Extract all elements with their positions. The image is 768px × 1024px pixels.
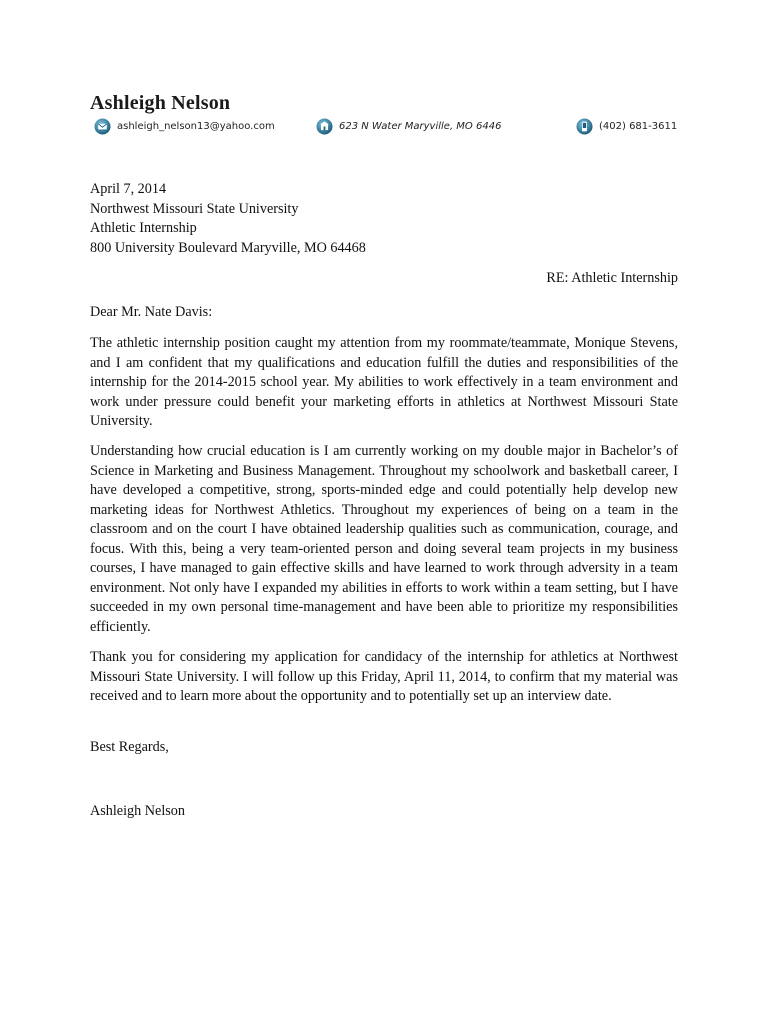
re-line: RE: Athletic Internship	[546, 270, 678, 286]
phone-icon	[576, 118, 593, 135]
salutation: Dear Mr. Nate Davis:	[90, 304, 213, 320]
sender-name-heading: Ashleigh Nelson	[90, 92, 231, 114]
letter-date: April 7, 2014	[90, 181, 167, 197]
signature-name: Ashleigh Nelson	[90, 803, 185, 819]
location-icon	[316, 118, 333, 135]
closing: Best Regards,	[90, 739, 169, 755]
recipient-address: 800 University Boulevard Maryville, MO 64468	[90, 239, 366, 256]
recipient-block	[90, 180, 678, 258]
contact-email	[94, 118, 275, 135]
email-icon	[94, 118, 111, 135]
recipient-department: Athletic Internship	[90, 220, 197, 236]
address-text: 623 N Water Maryville, MO 6446	[339, 121, 502, 132]
contact-info-row	[94, 118, 684, 140]
contact-phone	[576, 118, 677, 135]
contact-address	[316, 118, 501, 135]
body-paragraph-3: Thank you for considering my application for candidacy of the internship for athletics at Northwest Missouri State University. I will follow up this Friday, April 11, 2014, to confirm that my material was received and to learn more about the opportunity and to potentially set up an interview date.	[90, 649, 678, 704]
body-paragraph-1: The athletic internship position caught my attention from my roommate/teammate, Monique Stevens, and I am confident that my qualifications and education fulfill the duties and responsibilities of the internship for the 2014-2015 school year. My abilities to work effectively in a team environment and work under pressure could benefit your marketing efforts in athletics at Northwest Missouri State University.	[90, 335, 678, 429]
body-paragraph-2: Understanding how crucial education is I am currently working on my double major in Bachelor’s of Science in Marketing and Business Management. Throughout my schoolwork and basketball career, I have developed a competitive, strong, sports-minded edge and could potentially help develop new marketing ideas for Northwest Athletics. Throughout my experiences of being on a team in the classroom and on the court I have obtained leadership qualities such as communication, courage, and focus. With this, being a very team-oriented person and doing several team projects in my business courses, I have managed to gain effective skills and have learned to work through adversity in a team environment. Not only have I expanded my abilities in efforts to work within a team setting, but I have succeeded in my own personal time-management and have been able to prioritize my responsibilities efficiently.	[90, 443, 678, 635]
email-text: ashleigh_nelson13@yahoo.com	[117, 121, 275, 132]
recipient-organization: Northwest Missouri State University	[90, 200, 299, 217]
phone-text: (402) 681-3611	[599, 121, 678, 132]
